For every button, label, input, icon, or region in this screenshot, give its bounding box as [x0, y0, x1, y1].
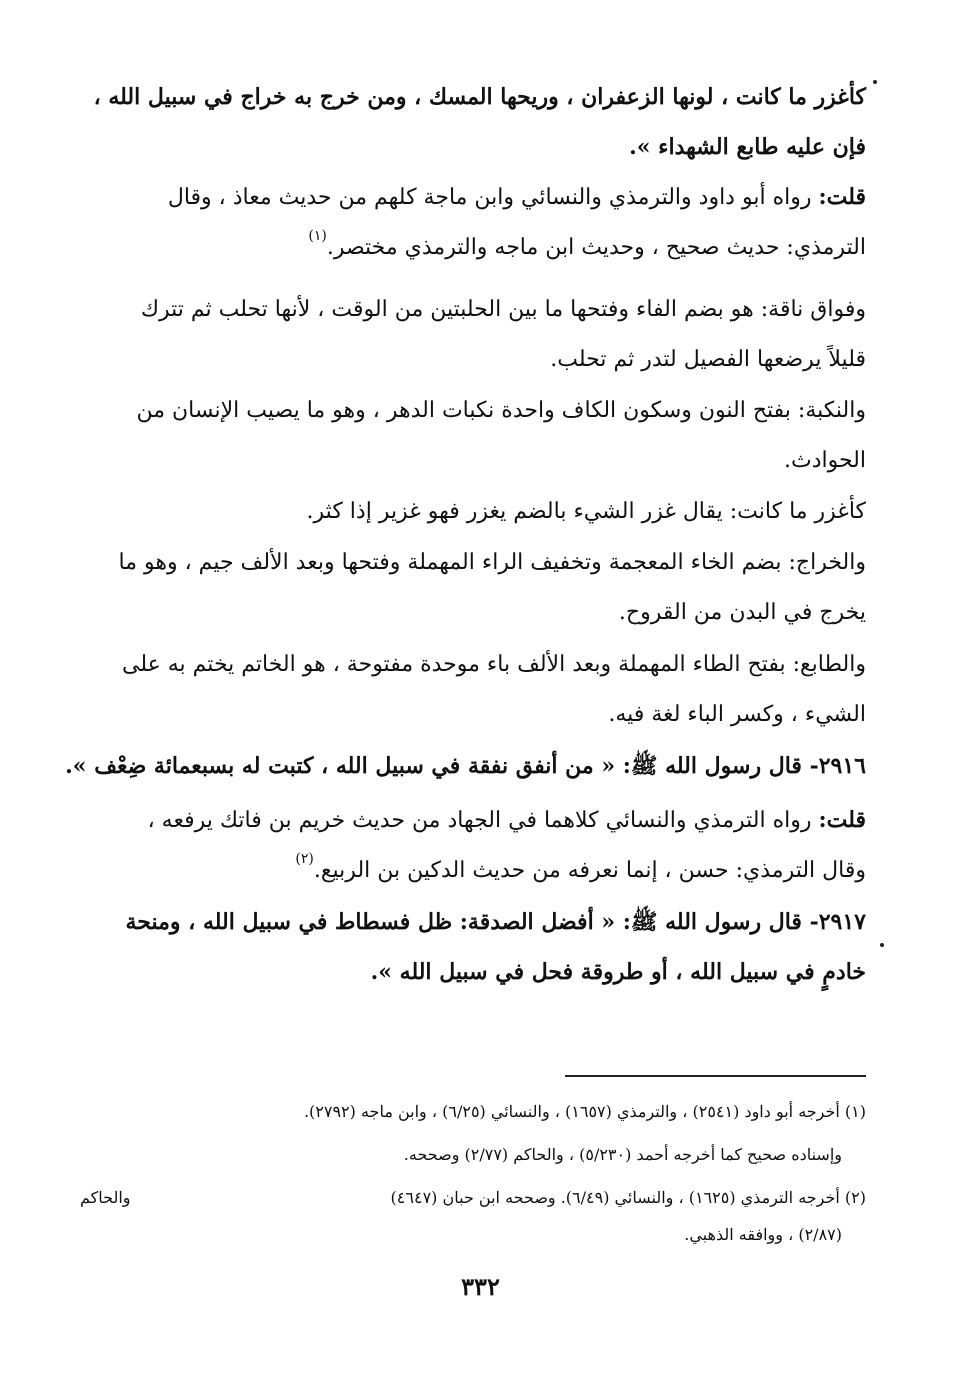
paragraph-label: قلت: [818, 807, 866, 833]
footnote-text: وإسناده صحيح كما أخرجه أحمد (٥/٢٣٠) ، والحاكم (٢/٧٧) وصححه. [403, 1145, 842, 1164]
text-line [92, 172, 866, 223]
paragraph-label: قلت: [818, 184, 866, 210]
text-line: والطابع: بفتح الطاء المهملة وبعد الألف باء موحدة مفتوحة ، هو الخاتم يختم به على [122, 652, 866, 677]
hadith-entry [92, 897, 866, 997]
text-line: كأغزر ما كانت: يقال غزر الشيء بالضم يغزر فهو غزير إذا كثر. [306, 499, 866, 524]
text-line: فإن عليه طابع الشهداء ». [629, 134, 866, 160]
paragraph [92, 72, 866, 172]
hadith-entry [65, 741, 866, 791]
text-line [92, 846, 866, 898]
paragraph [92, 386, 866, 486]
text-line: والنكبة: بفتح النون وسكون الكاف واحدة نكبات الدهر ، وهو ما يصيب الإنسان من [136, 398, 866, 423]
text-line: الحوادث. [784, 448, 866, 473]
footnote-text: (١) أخرجه أبو داود (٢٥٤١) ، والترمذي (١٦٥٧) ، والنسائي (٦/٢٥) ، وابن ماجه (٢٧٩٢). [303, 1102, 866, 1121]
text-line: ٢٩١٦- قال رسول الله ﷺ: « من أنفق نفقة في سبيل الله ، كتبت له بسبعمائة ضِعْف ». [65, 753, 866, 779]
text-line [92, 795, 866, 846]
margin-mark [880, 943, 884, 947]
paragraph [92, 538, 866, 638]
text-line: قليلاً يرضعها الفصيل لتدر ثم تحلب. [550, 347, 866, 372]
text-line: والخراج: بضم الخاء المعجمة وتخفيف الراء المهملة وفتحها وبعد الألف جيم ، وهو ما [118, 550, 866, 575]
text-line: كأغزر ما كانت ، لونها الزعفران ، وريحها المسك ، ومن خرج به خراج في سبيل الله ، [93, 84, 866, 110]
text-line: وفواق ناقة: هو بضم الفاء وفتحها ما بين الحلبتين من الوقت ، لأنها تحلب ثم تترك [140, 297, 866, 322]
text-line: خادمٍ في سبيل الله ، أو طروقة فحل في سبيل الله ». [370, 959, 866, 985]
text-segment: وقال الترمذي: حسن ، إنما نعرفه من حديث الدكين بن الربيع. [313, 858, 866, 883]
paragraph [92, 285, 866, 385]
paragraph [92, 640, 866, 740]
paragraph [92, 795, 866, 898]
text-segment: الترمذي: حديث صحيح ، وحديث ابن ماجه والترمذي مختصر. [326, 235, 866, 260]
margin-mark [873, 80, 877, 84]
footnote-ref: (١) [308, 228, 327, 244]
footnote-text-tail: والحاكم [80, 1188, 131, 1207]
text-segment: رواه أبو داود والترمذي والنسائي وابن ماجة كلهم من حديث معاذ ، وقال [167, 185, 812, 210]
paragraph [92, 172, 866, 275]
footnote-text: (٢) أخرجه الترمذي (١٦٢٥) ، والنسائي (٦/٤٩). وصححه ابن حبان (٤٦٤٧) [390, 1188, 866, 1207]
text-line: الشيء ، وكسر الباء لغة فيه. [608, 702, 866, 727]
footnote-ref: (٢) [295, 851, 314, 867]
text-line [92, 223, 866, 275]
footnote-text: (٢/٨٧) ، ووافقه الذهبي. [684, 1225, 842, 1244]
text-line: يخرج في البدن من القروح. [618, 600, 866, 625]
text-segment: رواه الترمذي والنسائي كلاهما في الجهاد من حديث خريم بن فاتك يرفعه ، [147, 808, 812, 833]
page-number: ٣٣٢ [461, 1272, 500, 1301]
footnote-separator [565, 1075, 866, 1077]
text-line: ٢٩١٧- قال رسول الله ﷺ: « أفضل الصدقة: ظل فسطاط في سبيل الله ، ومنحة [125, 909, 866, 935]
paragraph [92, 487, 866, 537]
